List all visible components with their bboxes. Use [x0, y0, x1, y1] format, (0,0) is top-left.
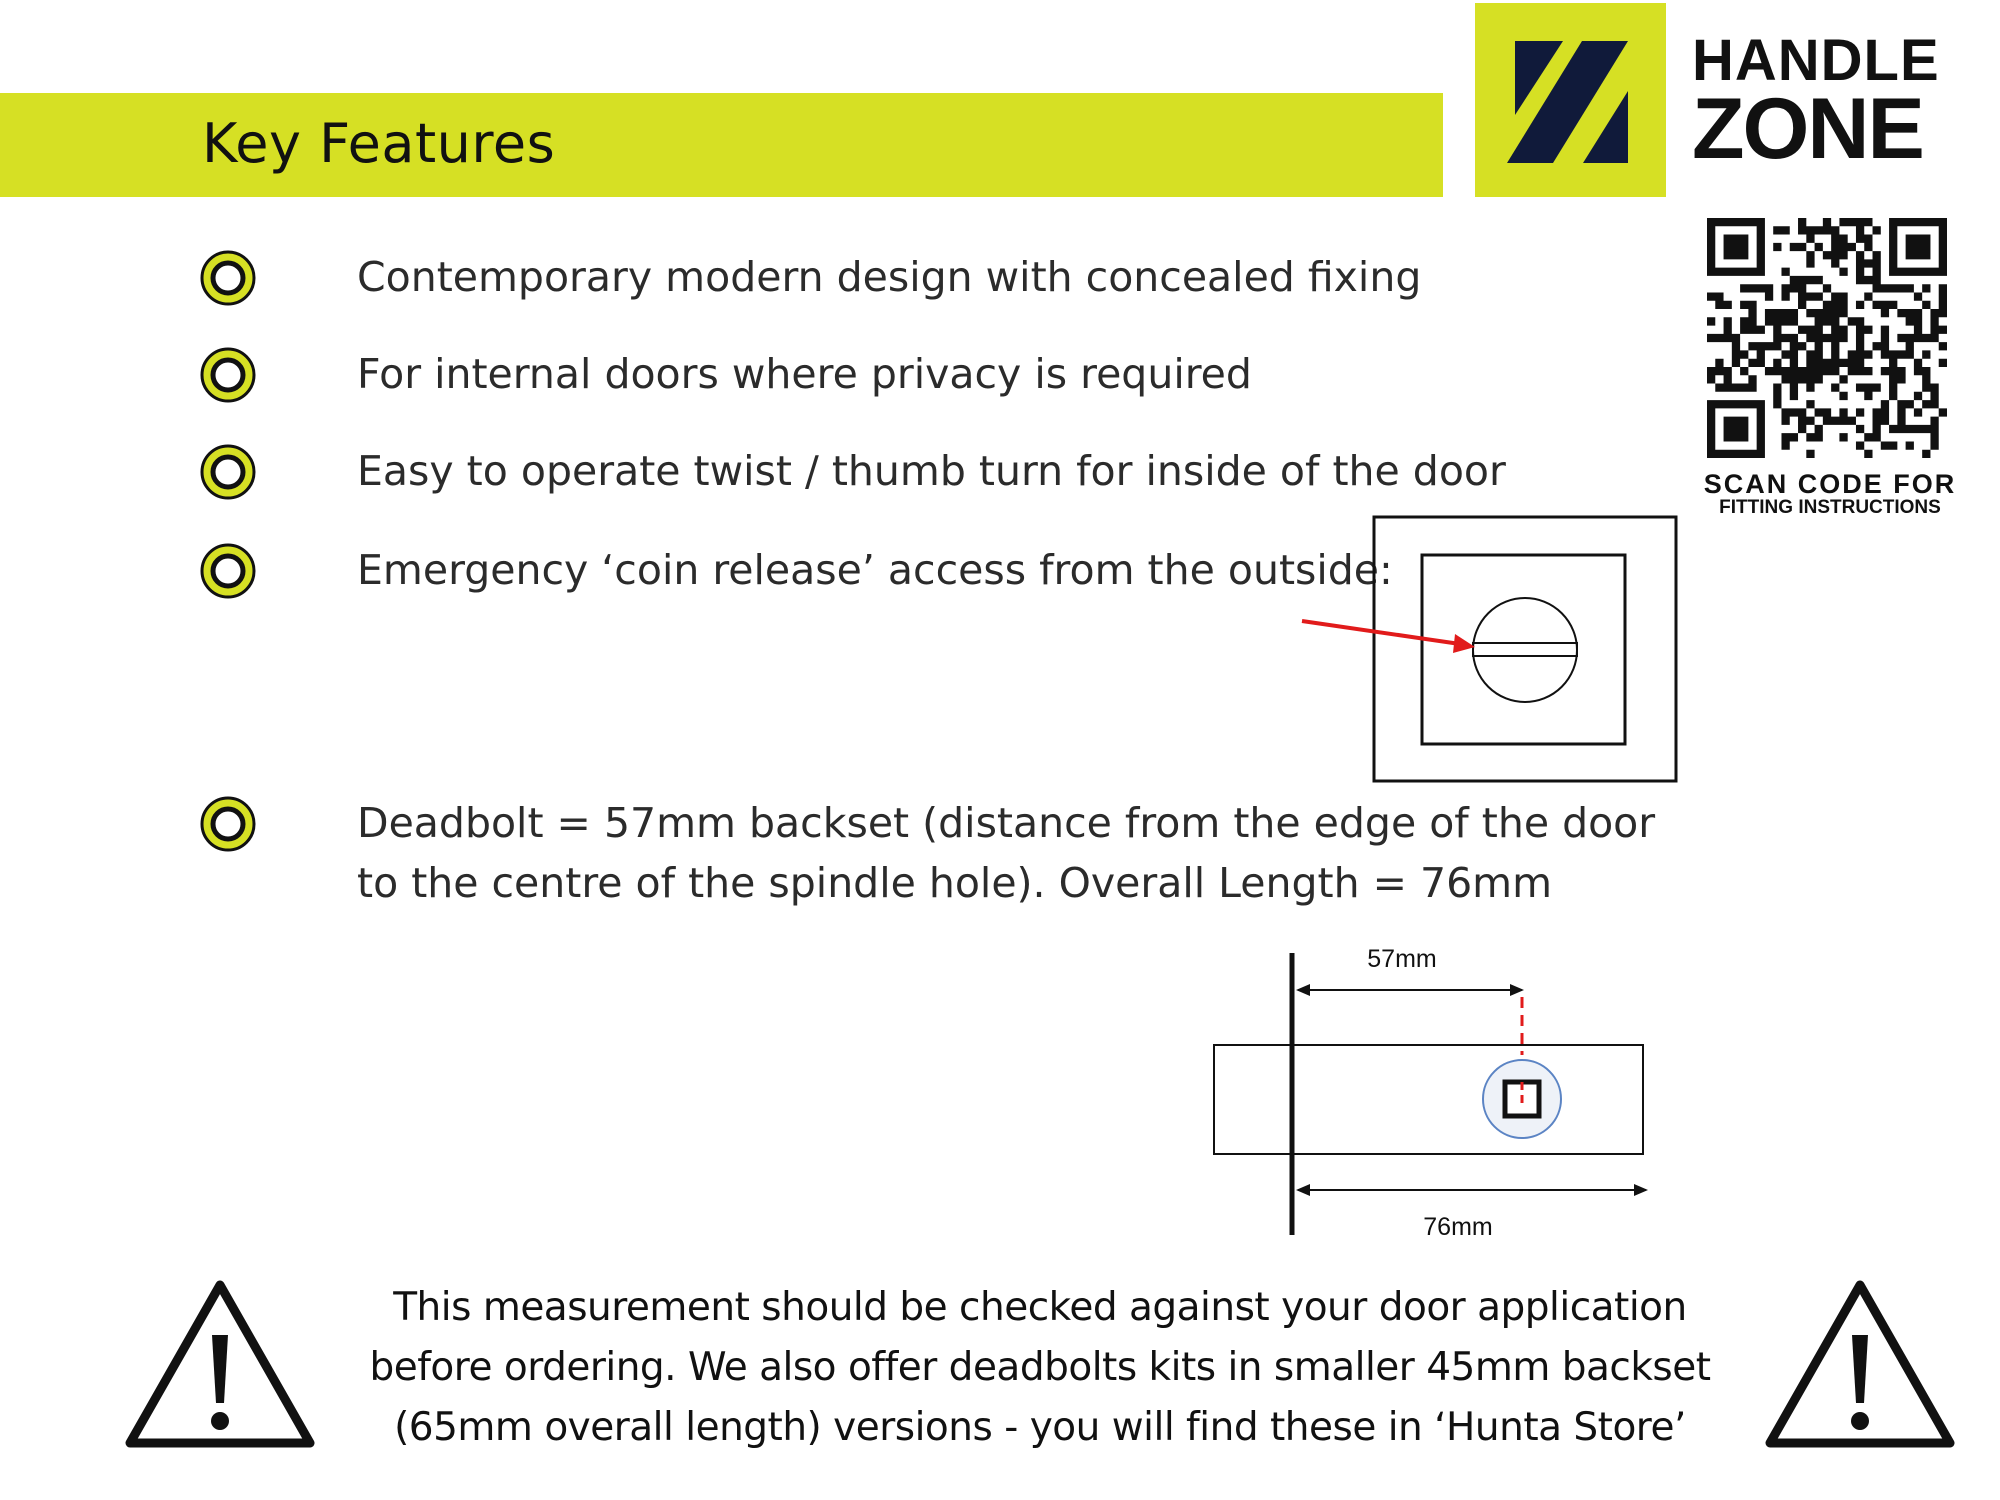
feature-text: Contemporary modern design with concealed fixing [357, 253, 1422, 301]
feature-text-line-2: to the centre of the spindle hole). Overall Length = 76mm [357, 859, 1553, 907]
coin-release-diagram [1290, 510, 1690, 790]
warning-triangle-icon [120, 1275, 320, 1455]
handle-zone-logo-icon [1475, 3, 1666, 197]
logo-line-1: HANDLE [1692, 28, 1940, 93]
qr-modules [1707, 218, 1947, 458]
length-label: 76mm [1423, 1213, 1493, 1241]
target-ring-icon [200, 250, 256, 306]
logo-mark [1475, 3, 1666, 197]
arrow-left-icon [1296, 984, 1310, 996]
deadbolt-diagram [1200, 935, 1680, 1255]
qr-caption [1700, 470, 1960, 518]
logo-wordmark [1692, 28, 1940, 177]
feature-text-line-1: Deadbolt = 57mm backset (distance from the edge of the door [357, 799, 1656, 847]
qr-caption-line-1: SCAN CODE FOR [1703, 469, 1957, 499]
qr-caption-line-2: FITTING INSTRUCTIONS [1719, 497, 1941, 519]
arrow-right-icon [1510, 984, 1524, 996]
arrow-head-icon [1453, 634, 1475, 653]
warning-line-3: (65mm overall length) versions - you will find these in ‘Hunta Store’ [394, 1405, 1686, 1450]
backset-label: 57mm [1367, 945, 1437, 973]
deadbolt-body [1292, 1045, 1643, 1154]
coin-release-turn [1473, 598, 1577, 702]
feature-text: Easy to operate twist / thumb turn for inside of the door [357, 447, 1506, 495]
latch-bolt [1214, 1045, 1292, 1154]
target-ring-icon [200, 347, 256, 403]
logo-line-2: ZONE [1692, 81, 1923, 177]
qr-code[interactable] [1707, 218, 1947, 458]
warning-line-1: This measurement should be checked against your door application [393, 1285, 1687, 1330]
target-ring-icon [200, 796, 256, 852]
arrow-right-icon [1634, 1184, 1648, 1196]
pointer-arrow [1302, 621, 1460, 644]
warning-message [330, 1278, 1750, 1458]
feature-text: Emergency ‘coin release’ access from the outside: [357, 546, 1393, 594]
warning-line-2: before ordering. We also offer deadbolts kits in smaller 45mm backset [369, 1345, 1711, 1390]
warning-triangle-icon [1760, 1275, 1960, 1455]
target-ring-icon [200, 444, 256, 500]
target-ring-icon [200, 543, 256, 599]
feature-text: For internal doors where privacy is required [357, 350, 1252, 398]
page-title: Key Features [202, 112, 556, 175]
arrow-left-icon [1296, 1184, 1310, 1196]
